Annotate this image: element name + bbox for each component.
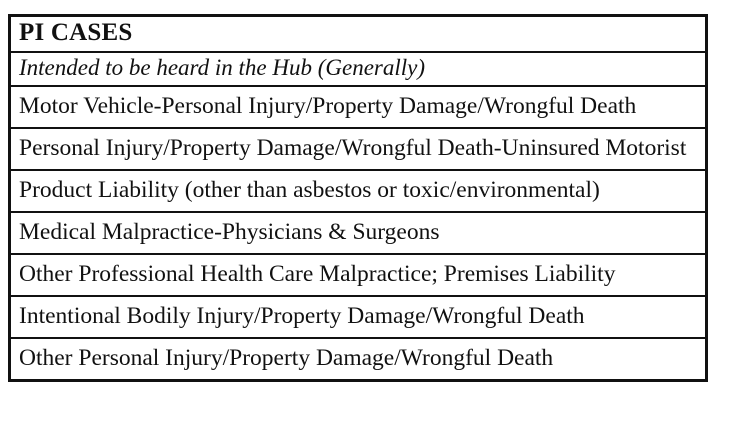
case-type-cell: Medical Malpractice-Physicians & Surgeons: [10, 212, 707, 254]
table-row: [10, 296, 707, 338]
table-title: PI CASES: [10, 16, 707, 53]
table-row: [10, 254, 707, 296]
table-row: [10, 212, 707, 254]
table-row: [10, 170, 707, 212]
table-row: [10, 338, 707, 381]
table-body: [10, 16, 707, 381]
case-type-cell: Other Personal Injury/Property Damage/Wrongful Death: [10, 338, 707, 381]
case-type-cell: Other Professional Health Care Malpractice; Premises Liability: [10, 254, 707, 296]
table-row: [10, 128, 707, 170]
case-type-cell: Personal Injury/Property Damage/Wrongful Death-Uninsured Motorist: [10, 128, 707, 170]
case-type-cell: Motor Vehicle-Personal Injury/Property Damage/Wrongful Death: [10, 86, 707, 128]
case-type-cell: Intentional Bodily Injury/Property Damage/Wrongful Death: [10, 296, 707, 338]
table-header-row: [10, 16, 707, 53]
table-subheader-row: [10, 52, 707, 86]
pi-cases-table: [8, 14, 708, 382]
case-type-cell: Product Liability (other than asbestos or toxic/environmental): [10, 170, 707, 212]
table-subtitle: Intended to be heard in the Hub (Generally): [10, 52, 707, 86]
table-row: [10, 86, 707, 128]
pi-cases-table-container: [8, 14, 708, 382]
